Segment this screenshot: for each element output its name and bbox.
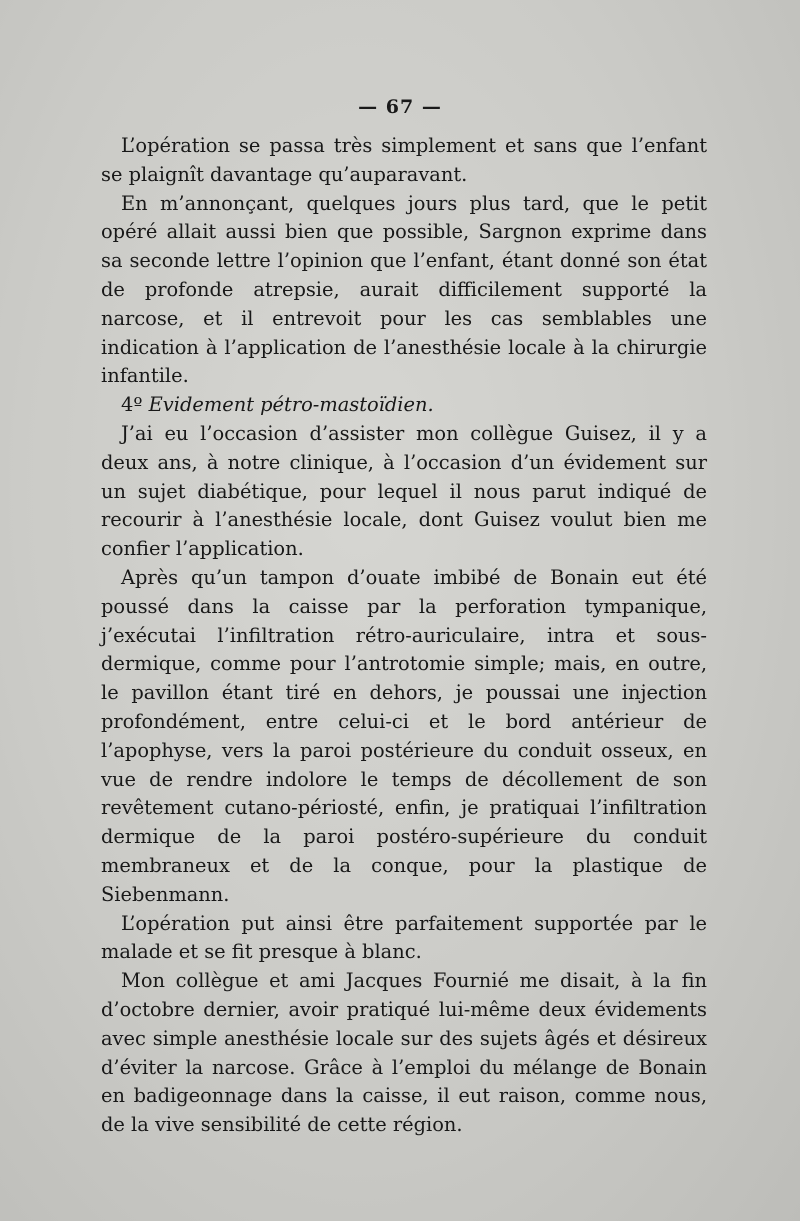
section-title: Evidement pétro-mastoïdien. [148,393,434,417]
page-number: — 67 — [358,96,442,118]
paragraph: L’opération put ainsi être parfaitement supportée par le malade et se fit presque à blanc. [101,911,707,964]
text-body [101,132,707,1140]
paragraph: J’ai eu l’occasion d’assister mon collègue Guisez, il y a deux ans, à notre clinique, à l’occasion d’un évidement sur un sujet diabétique, pour lequel il nous parut indiqué de recourir à l’anesthésie locale, dont Guisez voulut bien me confier l’application. [101,421,707,561]
section-heading [101,391,707,420]
paragraph: L’opération se passa très simplement et sans que l’enfant se plaignît davantage qu’auparavant. [101,134,707,186]
paragraph: Après qu’un tampon d’ouate imbibé de Bonain eut été poussé dans la caisse par la perforation tympanique, j’exécutai l’infiltration rétro-auriculaire, intra et sous-dermique, comme pour l’antrotomie simple; mais, en outre, le pavillon étant tiré en dehors, je poussai une injection profondément, entre celui-ci et le bord antérieur de l’apophyse, vers la paroi postérieure du conduit osseux, en vue de rendre indolore le temps de décollement de son revêtement cutano-périosté, enfin, je pratiquai l’infiltration dermique de la paroi postéro-supérieure du conduit membraneux et de la conque, pour la plastique de Siebenmann. [101,565,707,906]
paragraph: Mon collègue et ami Jacques Fournié me disait, à la fin d’octobre dernier, avoir pratiqué lui-même deux évidements avec simple anesthésie locale sur des sujets âgés et désireux d’éviter la narcose. Grâce à l’emploi du mélange de Bonain en badigeonnage dans la caisse, il eut raison, comme nous, de la vive sensibilité de cette région. [101,969,707,1137]
section-number: 4º [121,393,143,417]
paragraph: En m’annonçant, quelques jours plus tard, que le petit opéré allait aussi bien que possible, Sargnon exprime dans sa seconde lettre l’opinion que l’enfant, étant donné son état de profonde atrepsie, aurait difficilement supporté la narcose, et il entrevoit pour les cas semblables une indication à l’application de l’anesthésie locale à la chirurgie infantile. [101,191,707,388]
